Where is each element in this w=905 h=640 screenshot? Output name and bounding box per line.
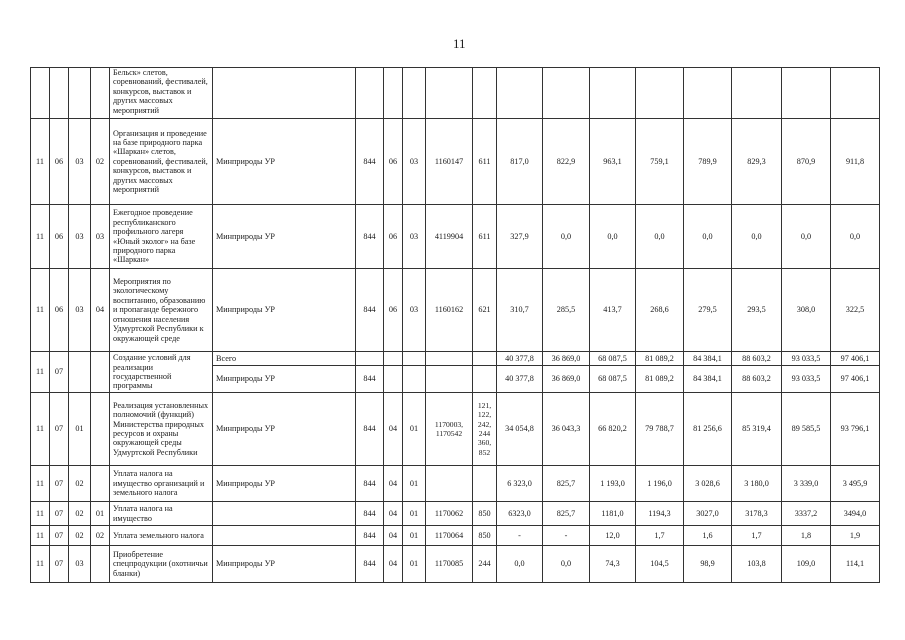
cell-value: 98,9 — [684, 546, 732, 583]
cell-responsible — [213, 526, 356, 546]
cell-responsible: Минприроды УР — [213, 269, 356, 352]
cell-value: 81 089,2 — [636, 352, 684, 366]
cell-gp: 11 — [31, 546, 50, 583]
cell-name: Мероприятия по экологическому воспитанию, образованию и пропаганде бережного отношения населения Удмуртской Республики к окружающей среде — [110, 269, 213, 352]
cell-om: 02 — [69, 526, 91, 546]
cell-m: 01 — [91, 502, 110, 526]
cell-value: 308,0 — [782, 269, 831, 352]
cell-value: 3027,0 — [684, 502, 732, 526]
cell-responsible — [213, 502, 356, 526]
cell-value: 97 406,1 — [831, 366, 880, 393]
cell-pr: 01 — [403, 526, 426, 546]
cell-rz: 04 — [384, 546, 403, 583]
cell-pr: 03 — [403, 119, 426, 205]
cell-value: 0,0 — [782, 205, 831, 269]
cell-value: 870,9 — [782, 119, 831, 205]
cell-responsible: Минприроды УР — [213, 393, 356, 466]
cell-csr: 1160162 — [426, 269, 473, 352]
cell-csr — [426, 366, 473, 393]
cell-value: 963,1 — [590, 119, 636, 205]
cell-rz: 06 — [384, 205, 403, 269]
cell-value: 1181,0 — [590, 502, 636, 526]
cell-value: 1,7 — [732, 526, 782, 546]
cell-value: 1 193,0 — [590, 466, 636, 502]
cell-pp: 07 — [50, 466, 69, 502]
cell-om — [69, 352, 91, 393]
cell-grbs: 844 — [356, 502, 384, 526]
cell-rz: 04 — [384, 526, 403, 546]
cell-value: 413,7 — [590, 269, 636, 352]
cell-rz: 04 — [384, 502, 403, 526]
cell-value: 0,0 — [684, 205, 732, 269]
cell-value: 0,0 — [732, 205, 782, 269]
cell-grbs: 844 — [356, 119, 384, 205]
cell-name: Реализация установленных полномочий (функций) Министерства природных ресурсов и охраны окружающей среды Удмуртской Республики — [110, 393, 213, 466]
cell-rz: 06 — [384, 269, 403, 352]
cell-value: 759,1 — [636, 119, 684, 205]
cell-value — [636, 68, 684, 119]
cell-vr — [473, 466, 497, 502]
cell-value: 93 033,5 — [782, 352, 831, 366]
cell-name: Ежегодное проведение республиканского профильного лагеря «Юный эколог» на базе природного парка «Шаркан» — [110, 205, 213, 269]
cell-pp: 07 — [50, 502, 69, 526]
cell-vr: 850 — [473, 502, 497, 526]
table-row — [31, 526, 880, 546]
cell-name: Уплата земельного налога — [110, 526, 213, 546]
cell-value — [590, 68, 636, 119]
cell-vr — [473, 366, 497, 393]
cell-value: 1 196,0 — [636, 466, 684, 502]
cell-value: 88 603,2 — [732, 352, 782, 366]
cell-grbs: 844 — [356, 205, 384, 269]
cell-rz — [384, 352, 403, 366]
cell-value: 0,0 — [543, 205, 590, 269]
cell-value: 109,0 — [782, 546, 831, 583]
cell-om: 03 — [69, 205, 91, 269]
cell-value: 34 054,8 — [497, 393, 543, 466]
cell-value: 12,0 — [590, 526, 636, 546]
cell-pr: 01 — [403, 393, 426, 466]
cell-om: 03 — [69, 546, 91, 583]
cell-pp: 06 — [50, 269, 69, 352]
cell-gp: 11 — [31, 119, 50, 205]
cell-pp: 07 — [50, 526, 69, 546]
cell-responsible: Минприроды УР — [213, 205, 356, 269]
cell-value: 68 087,5 — [590, 366, 636, 393]
cell-value: 74,3 — [590, 546, 636, 583]
cell-name: Бельск» слетов, соревнований, фестивалей, конкурсов, выставок и других массовых мероприятий — [110, 68, 213, 119]
cell-grbs: 844 — [356, 526, 384, 546]
cell-csr: 4119904 — [426, 205, 473, 269]
cell-value: - — [497, 526, 543, 546]
cell-name: Приобретение спецпродукции (охотничьи бланки) — [110, 546, 213, 583]
cell-pr — [403, 352, 426, 366]
table-row — [31, 502, 880, 526]
cell-grbs — [356, 352, 384, 366]
cell-pr: 03 — [403, 269, 426, 352]
cell-responsible: Минприроды УР — [213, 366, 356, 393]
cell-value: 0,0 — [636, 205, 684, 269]
cell-pr: 01 — [403, 546, 426, 583]
cell-rz — [384, 68, 403, 119]
cell-value — [497, 68, 543, 119]
cell-value: 1,6 — [684, 526, 732, 546]
cell-grbs: 844 — [356, 393, 384, 466]
cell-pr — [403, 68, 426, 119]
table-row — [31, 466, 880, 502]
cell-value: 84 384,1 — [684, 366, 732, 393]
cell-value: 114,1 — [831, 546, 880, 583]
cell-vr: 621 — [473, 269, 497, 352]
cell-m — [91, 466, 110, 502]
cell-csr: 1170062 — [426, 502, 473, 526]
cell-value: 310,7 — [497, 269, 543, 352]
cell-csr: 1170085 — [426, 546, 473, 583]
cell-gp: 11 — [31, 205, 50, 269]
cell-value: 817,0 — [497, 119, 543, 205]
cell-om — [69, 68, 91, 119]
cell-value: 93 033,5 — [782, 366, 831, 393]
cell-value: 0,0 — [831, 205, 880, 269]
cell-value — [732, 68, 782, 119]
cell-value: 1,7 — [636, 526, 684, 546]
cell-csr — [426, 68, 473, 119]
cell-value: 68 087,5 — [590, 352, 636, 366]
cell-csr — [426, 352, 473, 366]
table-row — [31, 393, 880, 466]
cell-name: Уплата налога на имущество организаций и земельного налога — [110, 466, 213, 502]
cell-responsible: Минприроды УР — [213, 119, 356, 205]
cell-gp — [31, 68, 50, 119]
cell-value: 825,7 — [543, 502, 590, 526]
cell-pr: 01 — [403, 466, 426, 502]
cell-csr — [426, 466, 473, 502]
cell-value: 322,5 — [831, 269, 880, 352]
cell-name: Создание условий для реализации государственной программы — [110, 352, 213, 393]
cell-value: 911,8 — [831, 119, 880, 205]
cell-value: 81 089,2 — [636, 366, 684, 393]
cell-value: 36 869,0 — [543, 352, 590, 366]
cell-value: 279,5 — [684, 269, 732, 352]
cell-rz: 06 — [384, 119, 403, 205]
cell-value: 36 043,3 — [543, 393, 590, 466]
cell-value: 829,3 — [732, 119, 782, 205]
cell-value: 97 406,1 — [831, 352, 880, 366]
cell-value: 0,0 — [543, 546, 590, 583]
cell-pp: 07 — [50, 352, 69, 393]
cell-value: 89 585,5 — [782, 393, 831, 466]
cell-pr: 03 — [403, 205, 426, 269]
table-row — [31, 546, 880, 583]
cell-vr: 611 — [473, 205, 497, 269]
cell-value: 3 028,6 — [684, 466, 732, 502]
cell-value: 285,5 — [543, 269, 590, 352]
cell-value: 3337,2 — [782, 502, 831, 526]
cell-value: 1,9 — [831, 526, 880, 546]
cell-pp: 06 — [50, 119, 69, 205]
cell-name: Организация и проведение на базе природного парка «Шаркан» слетов, соревнований, фестивалей, конкурсов, выставок и других массовых мероприятий — [110, 119, 213, 205]
cell-value: 40 377,8 — [497, 352, 543, 366]
cell-value: 88 603,2 — [732, 366, 782, 393]
cell-value: 822,9 — [543, 119, 590, 205]
cell-pp: 06 — [50, 205, 69, 269]
cell-m: 02 — [91, 119, 110, 205]
cell-value: 36 869,0 — [543, 366, 590, 393]
cell-responsible: Минприроды УР — [213, 546, 356, 583]
cell-vr: 850 — [473, 526, 497, 546]
cell-responsible — [213, 68, 356, 119]
cell-value: 40 377,8 — [497, 366, 543, 393]
cell-value: 3 495,9 — [831, 466, 880, 502]
cell-vr: 244 — [473, 546, 497, 583]
cell-vr: 121, 122, 242, 244 360, 852 — [473, 393, 497, 466]
cell-value: 104,5 — [636, 546, 684, 583]
cell-value: 825,7 — [543, 466, 590, 502]
cell-grbs: 844 — [356, 466, 384, 502]
cell-value: - — [543, 526, 590, 546]
cell-gp: 11 — [31, 526, 50, 546]
table-row — [31, 269, 880, 352]
cell-om: 02 — [69, 466, 91, 502]
cell-value: 0,0 — [497, 546, 543, 583]
cell-value: 3 180,0 — [732, 466, 782, 502]
cell-m — [91, 546, 110, 583]
cell-value: 93 796,1 — [831, 393, 880, 466]
budget-table — [30, 67, 880, 583]
cell-grbs: 844 — [356, 366, 384, 393]
cell-value — [684, 68, 732, 119]
cell-gp: 11 — [31, 393, 50, 466]
cell-value: 293,5 — [732, 269, 782, 352]
cell-m: 04 — [91, 269, 110, 352]
table-row — [31, 68, 880, 119]
cell-m — [91, 393, 110, 466]
cell-rz — [384, 366, 403, 393]
cell-om: 03 — [69, 269, 91, 352]
cell-value: 6323,0 — [497, 502, 543, 526]
cell-grbs: 844 — [356, 269, 384, 352]
cell-grbs — [356, 68, 384, 119]
cell-value: 3178,3 — [732, 502, 782, 526]
cell-value: 789,9 — [684, 119, 732, 205]
cell-gp: 11 — [31, 352, 50, 393]
cell-name: Уплата налога на имущество — [110, 502, 213, 526]
cell-m — [91, 352, 110, 393]
cell-gp: 11 — [31, 466, 50, 502]
cell-om: 02 — [69, 502, 91, 526]
cell-vr: 611 — [473, 119, 497, 205]
cell-pp: 07 — [50, 546, 69, 583]
cell-value: 6 323,0 — [497, 466, 543, 502]
cell-rz: 04 — [384, 466, 403, 502]
cell-om: 01 — [69, 393, 91, 466]
cell-grbs: 844 — [356, 546, 384, 583]
cell-value: 268,6 — [636, 269, 684, 352]
cell-pr — [403, 366, 426, 393]
cell-m — [91, 68, 110, 119]
cell-value: 1,8 — [782, 526, 831, 546]
cell-value: 66 820,2 — [590, 393, 636, 466]
cell-value — [543, 68, 590, 119]
cell-vr — [473, 68, 497, 119]
cell-value: 81 256,6 — [684, 393, 732, 466]
cell-pp — [50, 68, 69, 119]
cell-value: 3 339,0 — [782, 466, 831, 502]
table-row — [31, 205, 880, 269]
cell-m: 02 — [91, 526, 110, 546]
cell-vr — [473, 352, 497, 366]
table-row — [31, 119, 880, 205]
cell-m: 03 — [91, 205, 110, 269]
cell-gp: 11 — [31, 269, 50, 352]
cell-value — [782, 68, 831, 119]
cell-om: 03 — [69, 119, 91, 205]
cell-value — [831, 68, 880, 119]
cell-pr: 01 — [403, 502, 426, 526]
cell-value: 0,0 — [590, 205, 636, 269]
cell-value: 327,9 — [497, 205, 543, 269]
cell-responsible: Минприроды УР — [213, 466, 356, 502]
cell-value: 79 788,7 — [636, 393, 684, 466]
cell-csr: 1160147 — [426, 119, 473, 205]
page-number: 11 — [453, 36, 466, 51]
cell-rz: 04 — [384, 393, 403, 466]
cell-gp: 11 — [31, 502, 50, 526]
cell-value: 1194,3 — [636, 502, 684, 526]
table-row — [31, 352, 880, 366]
cell-value: 103,8 — [732, 546, 782, 583]
cell-csr: 1170064 — [426, 526, 473, 546]
cell-value: 84 384,1 — [684, 352, 732, 366]
cell-responsible: Всего — [213, 352, 356, 366]
cell-csr: 1170003, 1170542 — [426, 393, 473, 466]
cell-value: 85 319,4 — [732, 393, 782, 466]
cell-pp: 07 — [50, 393, 69, 466]
cell-value: 3494,0 — [831, 502, 880, 526]
